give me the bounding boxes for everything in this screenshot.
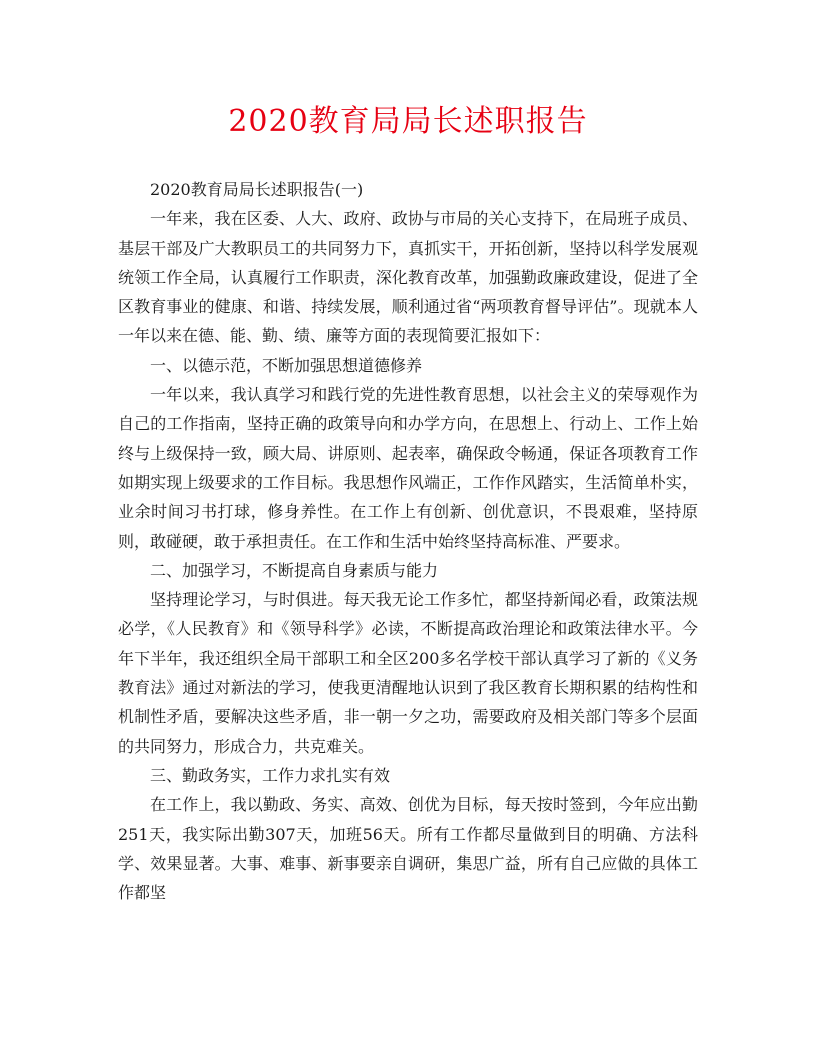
paragraph-intro: 一年来，我在区委、人大、政府、政协与市局的关心支持下，在局班子成员、基层干部及广大教职员工的共同努力下，真抓实干，开拓创新，坚持以科学发展观统领工作全局，认真履行工作职责，深化教育改革，加强勤政廉政建设，促进了全区教育事业的健康、和谐、持续发展，顺利通过省“两项教育督导评估”。现就本人一年以来在德、能、勤、绩、廉等方面的表现简要汇报如下： bbox=[118, 209, 698, 346]
document-body bbox=[118, 175, 698, 907]
section-heading-3: 三、勤政务实，工作力求扎实有效 bbox=[150, 765, 391, 785]
section-heading-2: 二、加强学习，不断提高自身素质与能力 bbox=[150, 560, 439, 580]
paragraph-subtitle: 2020教育局局长述职报告(一) bbox=[150, 180, 364, 199]
paragraph-section-3: 在工作上，我以勤政、务实、高效、创优为目标，每天按时签到，今年应出勤251天，我实际出勤307天，加班56天。所有工作都尽量做到目的明确、方法科学、效果显著。大事、难事、新事要亲自调研，集思广益，所有自己应做的具体工作都坚 bbox=[118, 795, 698, 903]
paragraph-section-2: 坚持理论学习，与时俱进。每天我无论工作多忙，都坚持新闻必看，政策法规必学，《人民教育》和《领导科学》必读，不断提高政治理论和政策法律水平。今年下半年，我还组织全局干部职工和全区200多名学校干部认真学习了新的《义务教育法》通过对新法的学习，使我更清醒地认识到了我区教育长期积累的结构性和机制性矛盾，要解决这些矛盾，非一朝一夕之功，需要政府及相关部门等多个层面的共同努力，形成合力，共克难关。 bbox=[118, 590, 698, 756]
section-heading-1: 一、以德示范，不断加强思想道德修养 bbox=[150, 355, 423, 375]
paragraph-section-1: 一年以来，我认真学习和践行党的先进性教育思想，以社会主义的荣辱观作为自己的工作指南，坚持正确的政策导向和办学方向，在思想上、行动上、工作上始终与上级保持一致，顾大局、讲原则、起表率，确保政令畅通，保证各项教育工作如期实现上级要求的工作目标。我思想作风端正，工作作风踏实，生活简单朴实，业余时间习书打球，修身养性。在工作上有创新、创优意识，不畏艰难，坚持原则，敢碰硬，敢于承担责任。在工作和生活中始终坚持高标准、严要求。 bbox=[118, 385, 698, 551]
document-title: 2020教育局局长述职报告 bbox=[228, 104, 588, 139]
